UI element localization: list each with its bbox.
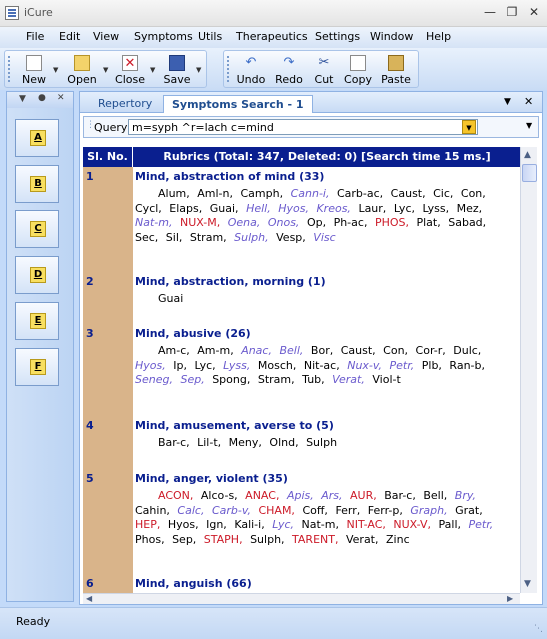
panel-close-icon[interactable]: ✕ — [57, 93, 65, 103]
open-dropdown-icon[interactable]: ▼ — [103, 66, 109, 74]
remedy-item[interactable]: Ferr, — [335, 503, 361, 517]
status-text: Ready — [16, 615, 51, 628]
maximize-icon[interactable]: ❐ — [506, 5, 518, 19]
remedy-item[interactable]: Aml-n, — [197, 187, 233, 200]
remedy-item[interactable]: Caust, — [340, 344, 376, 357]
remedy-item[interactable]: Guai — [158, 292, 184, 305]
remedy-item[interactable]: Anac, — [241, 344, 272, 357]
rubric-title[interactable]: Mind, abusive (26) — [135, 327, 251, 340]
remedy-item[interactable]: ACON, — [158, 489, 194, 502]
folder-icon: F — [30, 359, 46, 375]
scroll-thumb[interactable] — [522, 164, 537, 182]
toolbar-grip[interactable] — [8, 56, 10, 82]
remedy-item[interactable]: Plb, — [421, 358, 442, 372]
remedy-item[interactable]: Cic, — [433, 187, 454, 200]
close-doc-icon: ✕ — [122, 55, 138, 71]
rubric-title[interactable]: Mind, abstraction, morning (1) — [135, 275, 326, 288]
remedy-item[interactable]: Nat-m, — [135, 216, 173, 229]
cut-button[interactable] — [307, 53, 341, 85]
remedy-item[interactable]: Sulph, — [234, 230, 269, 244]
menu-settings[interactable]: Settings — [315, 30, 361, 43]
remedy-item[interactable]: Visc — [313, 230, 336, 244]
remedy-item[interactable]: Alum, — [158, 187, 190, 200]
close-label: Close — [115, 73, 145, 86]
column-header-rubrics[interactable]: Rubrics (Total: 347, Deleted: 0) [Search time 15 ms.] — [163, 150, 491, 163]
close-button[interactable] — [113, 53, 147, 85]
remedy-item[interactable]: Cycl, — [135, 201, 162, 215]
remedy-item[interactable]: Bry, — [454, 489, 477, 502]
new-dropdown-icon[interactable]: ▼ — [53, 66, 59, 74]
remedy-item[interactable]: Bell, — [279, 344, 304, 357]
undo-button[interactable] — [234, 53, 268, 85]
remedy-item[interactable]: Ph-ac, — [333, 216, 368, 229]
remedy-item[interactable]: Stram, — [257, 373, 295, 386]
remedy-item[interactable]: Sil, — [165, 230, 183, 244]
letter-a-button[interactable] — [15, 119, 59, 157]
menu-window[interactable]: Window — [370, 30, 414, 43]
pin-icon[interactable]: ● — [38, 93, 46, 103]
edit-toolbar — [223, 50, 419, 88]
remedy-item[interactable]: Verat, — [332, 373, 365, 386]
letter-b-button[interactable] — [15, 165, 59, 203]
remedy-item[interactable]: Am-m, — [197, 344, 234, 357]
remedy-item[interactable]: Ip, — [173, 358, 187, 372]
remedy-item[interactable]: Nit-ac, — [303, 358, 340, 372]
remedy-item[interactable]: Sep, — [172, 532, 197, 546]
folder-icon: C — [30, 221, 46, 237]
minimize-icon[interactable]: — — [484, 5, 496, 19]
folder-icon: D — [30, 267, 46, 283]
remedy-item[interactable]: Zinc — [386, 532, 410, 546]
tab-symptoms-search[interactable]: Symptoms Search - 1 — [163, 95, 313, 113]
remedy-item[interactable]: Lyc, — [272, 518, 295, 531]
tab-repertory[interactable]: Repertory — [98, 97, 153, 110]
remedy-item[interactable]: Plat, — [416, 216, 441, 229]
remedy-item[interactable]: PHOS, — [374, 216, 409, 229]
scroll-right-icon[interactable]: ▶ — [507, 594, 514, 603]
undo-icon: ↶ — [245, 55, 257, 70]
remedy-item[interactable]: Carb-ac, — [336, 187, 384, 200]
open-label: Open — [67, 73, 97, 86]
remedy-item[interactable]: Oena, — [227, 216, 261, 229]
toolbar-grip[interactable] — [227, 56, 229, 82]
scroll-left-icon[interactable]: ◀ — [86, 594, 93, 603]
remedy-item[interactable]: Graph, — [410, 503, 448, 517]
row-number: 5 — [86, 472, 94, 485]
remedy-item[interactable]: Hyos, — [167, 518, 199, 531]
remedy-item[interactable]: Meny, — [228, 436, 262, 449]
remedy-item[interactable]: Cor-r, — [415, 344, 446, 357]
app-icon — [5, 6, 19, 20]
remedy-item[interactable]: Hell, — [246, 201, 271, 215]
remedy-item[interactable]: Kreos, — [316, 201, 351, 215]
cut-icon: ✂ — [318, 55, 330, 70]
remedy-item[interactable]: Ran-b, — [449, 358, 485, 372]
remedy-item[interactable]: Grat, — [455, 503, 483, 517]
query-input[interactable] — [128, 119, 478, 135]
remedy-list — [135, 436, 518, 451]
panel-header — [7, 92, 73, 108]
scroll-up-icon[interactable]: ▲ — [524, 150, 531, 160]
remedy-item[interactable]: Laur, — [358, 201, 387, 215]
remedy-item[interactable]: Bar-c, — [158, 436, 190, 449]
remedy-item[interactable]: Bell, — [423, 489, 448, 502]
remedy-item[interactable]: Ign, — [206, 518, 227, 531]
letter-c-button[interactable] — [15, 210, 59, 248]
remedy-item[interactable]: Sec, — [135, 230, 159, 244]
menu-edit[interactable]: Edit — [59, 30, 81, 43]
window-title: iCure — [24, 6, 53, 19]
remedy-item[interactable]: AUR, — [350, 489, 377, 502]
menu-file[interactable]: File — [26, 30, 45, 43]
remedy-item[interactable]: Hyos, — [278, 201, 309, 215]
remedy-item[interactable]: Lyc, — [194, 358, 216, 372]
menu-help[interactable]: Help — [426, 30, 452, 43]
remedy-list — [135, 344, 518, 388]
row-number: 3 — [86, 327, 94, 340]
rubric-title[interactable]: Mind, anguish (66) — [135, 577, 252, 590]
remedy-item[interactable]: Lyss, — [422, 201, 450, 215]
copy-button[interactable] — [341, 53, 375, 85]
redo-label: Redo — [275, 73, 303, 86]
remedy-item[interactable]: STAPH, — [203, 532, 243, 546]
rubrics-grid — [83, 147, 520, 593]
rubric-title[interactable]: Mind, abstraction of mind (33) — [135, 170, 325, 183]
column-header-slno[interactable]: Sl. No. — [83, 147, 133, 167]
remedy-item[interactable]: NUX-V, — [393, 518, 432, 531]
remedy-item[interactable]: Con, — [460, 187, 486, 200]
copy-icon — [350, 55, 366, 71]
remedy-item[interactable]: HEP, — [135, 518, 161, 531]
remedy-item[interactable]: Kali-i, — [234, 518, 265, 531]
remedy-item[interactable]: Bar-c, — [384, 489, 416, 502]
rubric-title[interactable]: Mind, anger, violent (35) — [135, 472, 288, 485]
query-label: Query — [94, 121, 128, 134]
remedy-item[interactable]: Stram, — [189, 230, 227, 244]
document-panel — [79, 91, 543, 605]
remedy-item[interactable]: Caust, — [390, 187, 426, 200]
remedy-item[interactable]: ANAC, — [245, 489, 280, 502]
remedy-item[interactable]: Alco-s, — [200, 489, 238, 502]
remedy-item[interactable]: Camph, — [240, 187, 284, 200]
remedy-item[interactable]: NUX-M, — [179, 216, 221, 229]
query-dropdown-icon[interactable]: ▼ — [462, 120, 476, 134]
file-toolbar — [4, 50, 207, 88]
remedy-item[interactable]: Con, — [383, 344, 409, 357]
close-dropdown-icon[interactable]: ▼ — [150, 66, 156, 74]
toolbar-grip: ⋮ — [86, 120, 95, 130]
letter-f-button[interactable] — [15, 348, 59, 386]
paste-icon — [388, 55, 404, 71]
horizontal-scrollbar[interactable] — [83, 593, 520, 604]
remedy-item[interactable]: Sulph, — [250, 532, 285, 546]
menu-utils[interactable]: Utils — [198, 30, 223, 43]
remedy-item[interactable]: Sep, — [180, 373, 205, 386]
row-number: 1 — [86, 170, 94, 183]
title-bar — [0, 0, 547, 27]
row-number: 4 — [86, 419, 94, 432]
remedy-item[interactable]: NIT-AC, — [346, 518, 386, 531]
remedy-item[interactable]: Calc, — [177, 503, 205, 517]
remedy-item[interactable]: Dulc, — [453, 344, 482, 357]
undo-label: Undo — [236, 73, 266, 86]
remedy-item[interactable]: Lil-t, — [197, 436, 222, 449]
remedy-item[interactable]: Bor, — [310, 344, 334, 357]
new-doc-icon — [26, 55, 42, 71]
remedy-item[interactable]: Guai, — [209, 201, 239, 215]
grid-header — [83, 147, 520, 167]
paste-button[interactable] — [379, 53, 413, 85]
remedy-item[interactable]: Petr, — [389, 358, 415, 372]
remedy-item[interactable]: Spong, — [212, 373, 251, 386]
remedy-item[interactable]: Nat-m, — [301, 518, 339, 531]
remedy-item[interactable]: Seneg, — [135, 373, 173, 386]
close-window-icon[interactable]: ✕ — [528, 5, 540, 19]
remedy-item[interactable]: Onos, — [267, 216, 300, 229]
remedy-item[interactable]: Hyos, — [135, 358, 166, 372]
remedy-item[interactable]: Coff, — [302, 503, 328, 517]
save-label: Save — [163, 73, 191, 86]
menu-symptoms[interactable]: Symptoms — [134, 30, 193, 43]
paste-label: Paste — [381, 73, 411, 86]
copy-label: Copy — [344, 73, 372, 86]
folder-icon: E — [30, 313, 46, 329]
remedy-item[interactable]: Olnd, — [269, 436, 299, 449]
remedy-item[interactable]: Mez, — [456, 201, 483, 215]
save-dropdown-icon[interactable]: ▼ — [196, 66, 202, 74]
remedy-item[interactable]: Ars, — [321, 489, 343, 502]
save-button[interactable] — [160, 53, 194, 85]
scroll-down-icon[interactable]: ▼ — [524, 579, 531, 589]
rubric-title[interactable]: Mind, amusement, averse to (5) — [135, 419, 334, 432]
new-button[interactable] — [17, 53, 51, 85]
remedy-item[interactable]: Ferr-p, — [367, 503, 403, 517]
status-bar — [0, 607, 547, 639]
toolbar — [0, 48, 547, 90]
remedy-item[interactable]: Viol-t — [372, 373, 401, 386]
remedy-item[interactable]: Elaps, — [169, 201, 203, 215]
menu-therapeutics[interactable]: Therapeutics — [236, 30, 308, 43]
query-bar — [83, 116, 539, 138]
remedy-item[interactable]: Op, — [306, 216, 327, 229]
remedy-list — [135, 489, 518, 547]
remedy-item[interactable]: Nux-v, — [347, 358, 383, 372]
folder-icon: A — [30, 130, 46, 146]
remedy-list — [135, 292, 518, 307]
row-number: 2 — [86, 275, 94, 288]
slno-column — [83, 167, 133, 593]
remedy-item[interactable]: Tub, — [302, 373, 325, 386]
row-number: 6 — [86, 577, 94, 590]
panel-menu-icon[interactable]: ▼ — [19, 94, 26, 104]
remedy-item[interactable]: Lyc, — [393, 201, 415, 215]
open-folder-icon — [74, 55, 90, 71]
tab-close-icon[interactable]: ✕ — [524, 95, 534, 108]
alphabet-panel — [6, 91, 74, 602]
remedy-item[interactable]: Verat, — [345, 532, 379, 546]
remedy-item[interactable]: Cann-i, — [290, 187, 330, 200]
remedy-item[interactable]: Sulph — [306, 436, 338, 449]
cut-label: Cut — [314, 73, 334, 86]
remedy-item[interactable]: Pall, — [438, 518, 462, 531]
menu-view[interactable]: View — [93, 30, 120, 43]
tab-list-icon[interactable]: ▼ — [504, 97, 511, 107]
redo-button[interactable] — [272, 53, 306, 85]
remedy-item[interactable]: Apis, — [286, 489, 314, 502]
remedy-item[interactable]: Cahin, — [135, 503, 170, 517]
remedy-item[interactable]: Lyss, — [223, 358, 251, 372]
letter-e-button[interactable] — [15, 302, 59, 340]
remedy-item[interactable]: Petr, — [468, 518, 494, 531]
redo-icon: ↷ — [283, 55, 295, 70]
remedy-item[interactable]: Vesp, — [276, 230, 306, 244]
new-label: New — [22, 73, 46, 86]
save-icon — [169, 55, 185, 71]
open-button[interactable] — [65, 53, 99, 85]
querybar-overflow-icon[interactable]: ▼ — [526, 121, 533, 130]
remedy-item[interactable]: Phos, — [135, 532, 165, 546]
remedy-item[interactable]: Carb-v, — [211, 503, 251, 517]
vertical-scrollbar[interactable] — [520, 147, 537, 593]
letter-d-button[interactable] — [15, 256, 59, 294]
remedy-item[interactable]: Am-c, — [158, 344, 190, 357]
tab-bar — [80, 92, 542, 113]
remedy-item[interactable]: Mosch, — [257, 358, 297, 372]
resize-grip-icon[interactable]: ⋱ — [534, 624, 543, 634]
remedy-list — [135, 187, 518, 245]
menu-bar — [0, 27, 547, 48]
remedy-item[interactable]: TARENT, — [292, 532, 339, 546]
remedy-item[interactable]: CHAM, — [258, 503, 295, 517]
folder-icon: B — [30, 176, 46, 192]
remedy-item[interactable]: Sabad, — [448, 216, 487, 229]
